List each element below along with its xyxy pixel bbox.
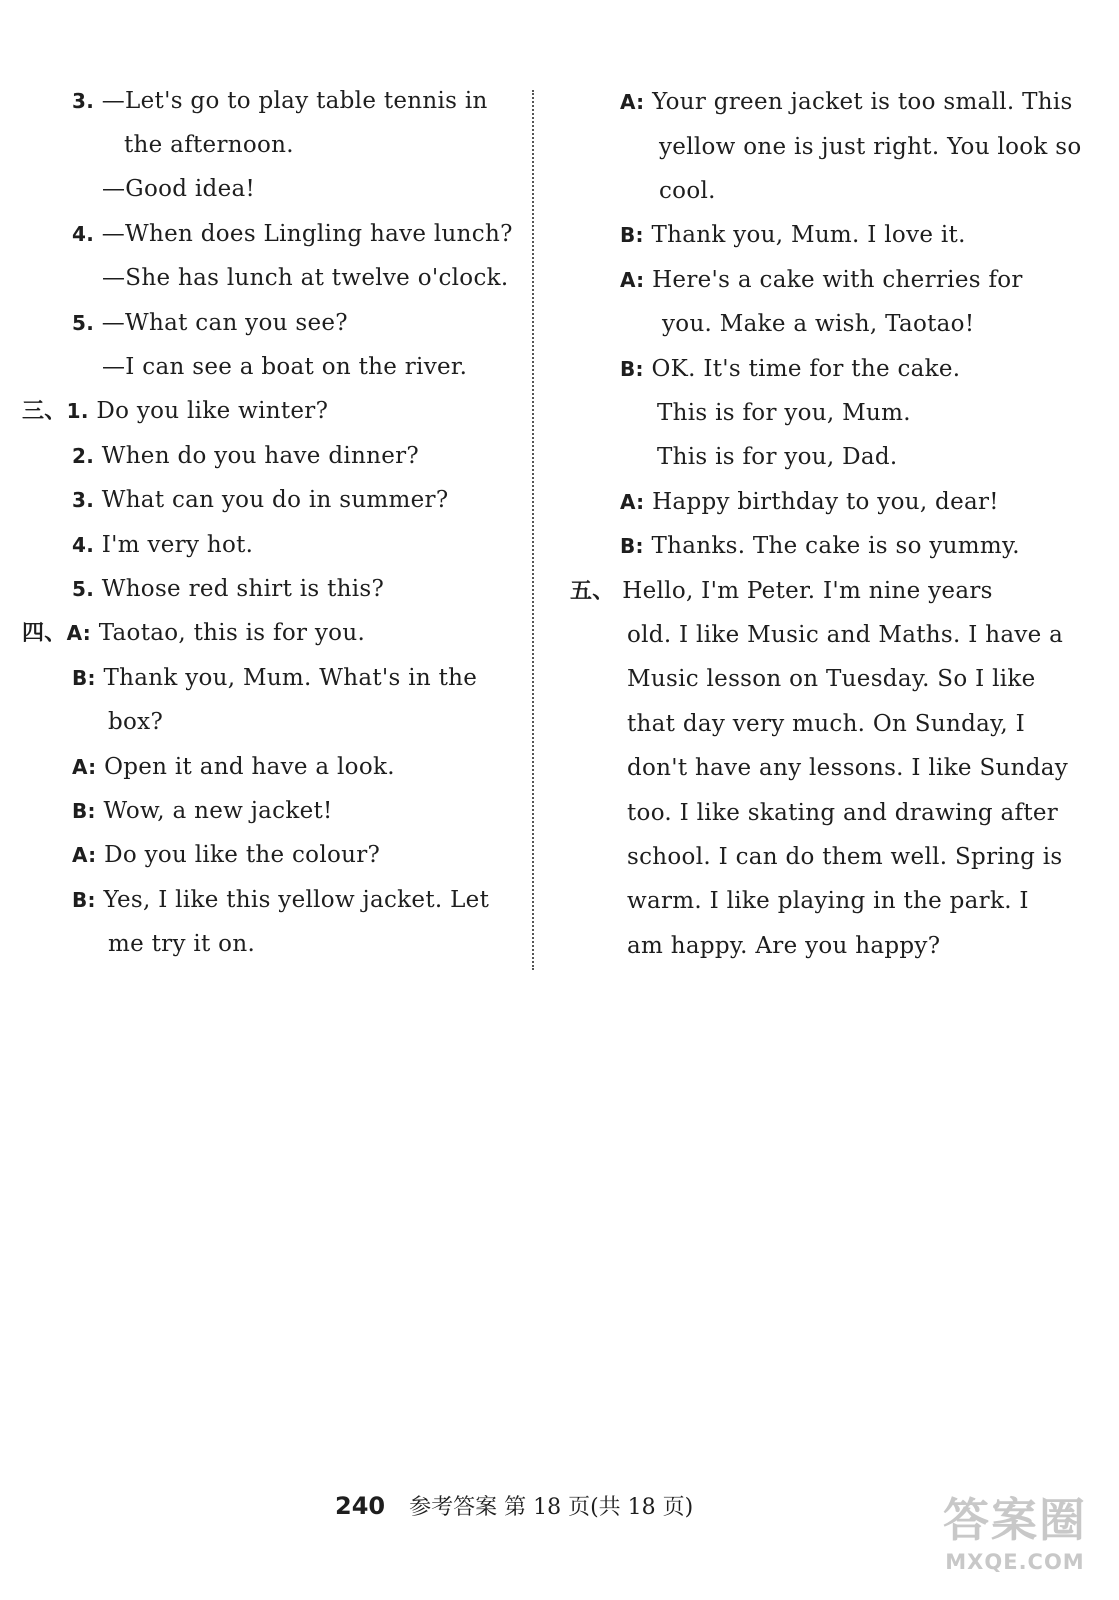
- s4-line-6-cont: me try it on.: [108, 931, 256, 957]
- s5-line-7: school. I can do them well. Spring is: [627, 844, 1063, 870]
- s5-line-5: don't have any lessons. I like Sunday: [627, 755, 1069, 781]
- s4-line-6: [72, 885, 489, 915]
- section-marker: 四、: [22, 621, 67, 646]
- s5-line-9: am happy. Are you happy?: [627, 933, 941, 959]
- s3-item-5: [72, 574, 384, 604]
- s2-item-5-q: [72, 308, 348, 338]
- speaker-label: A:: [72, 755, 97, 779]
- s2-item-3-q-cont: the afternoon.: [124, 132, 294, 158]
- speaker-label: B:: [72, 888, 96, 912]
- dialog-text: Thank you, Mum. What's in the: [103, 665, 478, 691]
- speaker-label: B:: [620, 534, 644, 558]
- s4r-line-1-cont-1: yellow one is just right. You look so: [659, 134, 1082, 160]
- item-text: I'm very hot.: [101, 532, 254, 558]
- s4r-line-4: [620, 354, 960, 384]
- s4-line-4: [72, 796, 333, 826]
- speaker-label: B:: [620, 223, 644, 247]
- s5-line-4: that day very much. On Sunday, I: [627, 711, 1025, 737]
- question-text: —When does Lingling have lunch?: [101, 221, 513, 247]
- s2-item-4-a: —She has lunch at twelve o'clock.: [102, 265, 509, 291]
- s5-line-8: warm. I like playing in the park. I: [627, 888, 1029, 914]
- page-number: 240: [335, 1492, 386, 1520]
- s5-line-2: old. I like Music and Maths. I have a: [627, 622, 1064, 648]
- speaker-label: B:: [620, 357, 644, 381]
- s4r-line-2: [620, 220, 966, 250]
- section-marker: 三、: [22, 399, 67, 424]
- s4r-line-3-cont: you. Make a wish, Taotao!: [662, 311, 975, 337]
- speaker-label: A:: [72, 843, 97, 867]
- item-number: 1.: [66, 399, 89, 423]
- item-number: 4.: [72, 222, 95, 246]
- dialog-text: Happy birthday to you, dear!: [652, 489, 999, 515]
- s4r-line-6: [620, 531, 1020, 561]
- s4-line-1: [22, 618, 365, 649]
- dialog-text: Taotao, this is for you.: [98, 620, 366, 646]
- item-text: Whose red shirt is this?: [101, 576, 385, 602]
- dialog-text: Yes, I like this yellow jacket. Let: [103, 887, 490, 913]
- item-text: What can you do in summer?: [101, 487, 449, 513]
- question-text: —What can you see?: [101, 310, 348, 336]
- s3-item-3: [72, 485, 449, 515]
- s4-line-5: [72, 840, 380, 870]
- s2-item-4-q: [72, 219, 513, 249]
- s4r-line-4-cont-1: This is for you, Mum.: [657, 400, 911, 426]
- section-marker: 五、: [570, 579, 615, 604]
- s3-item-4: [72, 530, 253, 560]
- watermark-logo-text: 答案圈: [943, 1493, 1087, 1547]
- s4-line-2-cont: box?: [108, 709, 164, 735]
- item-text: When do you have dinner?: [101, 443, 420, 469]
- speaker-label: B:: [72, 799, 96, 823]
- dialog-text: Do you like the colour?: [104, 842, 381, 868]
- s5-line-1: [570, 576, 993, 607]
- dialog-text: Thank you, Mum. I love it.: [651, 222, 966, 248]
- s4r-line-5: [620, 487, 999, 517]
- dialog-text: Thanks. The cake is so yummy.: [651, 533, 1020, 559]
- dialog-text: Your green jacket is too small. This: [652, 89, 1073, 115]
- s5-line-3: Music lesson on Tuesday. So I like: [627, 666, 1036, 692]
- speaker-label: A:: [620, 90, 645, 114]
- speaker-label: A:: [620, 268, 645, 292]
- dialog-text: Wow, a new jacket!: [103, 798, 333, 824]
- footer-text: 参考答案 第 18 页(共 18 页): [409, 1495, 694, 1520]
- page-footer: [335, 1490, 693, 1521]
- s2-item-5-a: —I can see a boat on the river.: [102, 354, 468, 380]
- item-text: Do you like winter?: [96, 398, 329, 424]
- watermark-logo: [925, 1490, 1105, 1590]
- speaker-label: B:: [72, 666, 96, 690]
- s4r-line-3: [620, 265, 1023, 295]
- item-number: 3.: [72, 89, 95, 113]
- item-number: 5.: [72, 577, 95, 601]
- column-divider: [532, 90, 534, 970]
- s5-line-6: too. I like skating and drawing after: [627, 800, 1059, 826]
- s4r-line-1: [620, 87, 1073, 117]
- question-text: —Let's go to play table tennis in: [101, 88, 488, 114]
- passage-text: Hello, I'm Peter. I'm nine years: [622, 578, 993, 604]
- watermark-url: MXQE.COM: [945, 1550, 1085, 1574]
- s4-line-3: [72, 752, 395, 782]
- item-number: 3.: [72, 488, 95, 512]
- item-number: 5.: [72, 311, 95, 335]
- speaker-label: A:: [66, 621, 92, 645]
- item-number: 4.: [72, 533, 95, 557]
- s2-item-3-a: —Good idea!: [102, 176, 256, 202]
- s4r-line-4-cont-2: This is for you, Dad.: [657, 444, 898, 470]
- dialog-text: Here's a cake with cherries for: [652, 267, 1023, 293]
- s3-item-1: [22, 396, 328, 427]
- speaker-label: A:: [620, 490, 645, 514]
- dialog-text: OK. It's time for the cake.: [651, 356, 961, 382]
- s3-item-2: [72, 441, 419, 471]
- dialog-text: Open it and have a look.: [104, 754, 395, 780]
- item-number: 2.: [72, 444, 95, 468]
- s2-item-3-q: [72, 86, 488, 116]
- s4r-line-1-cont-2: cool.: [659, 178, 716, 204]
- s4-line-2: [72, 663, 477, 693]
